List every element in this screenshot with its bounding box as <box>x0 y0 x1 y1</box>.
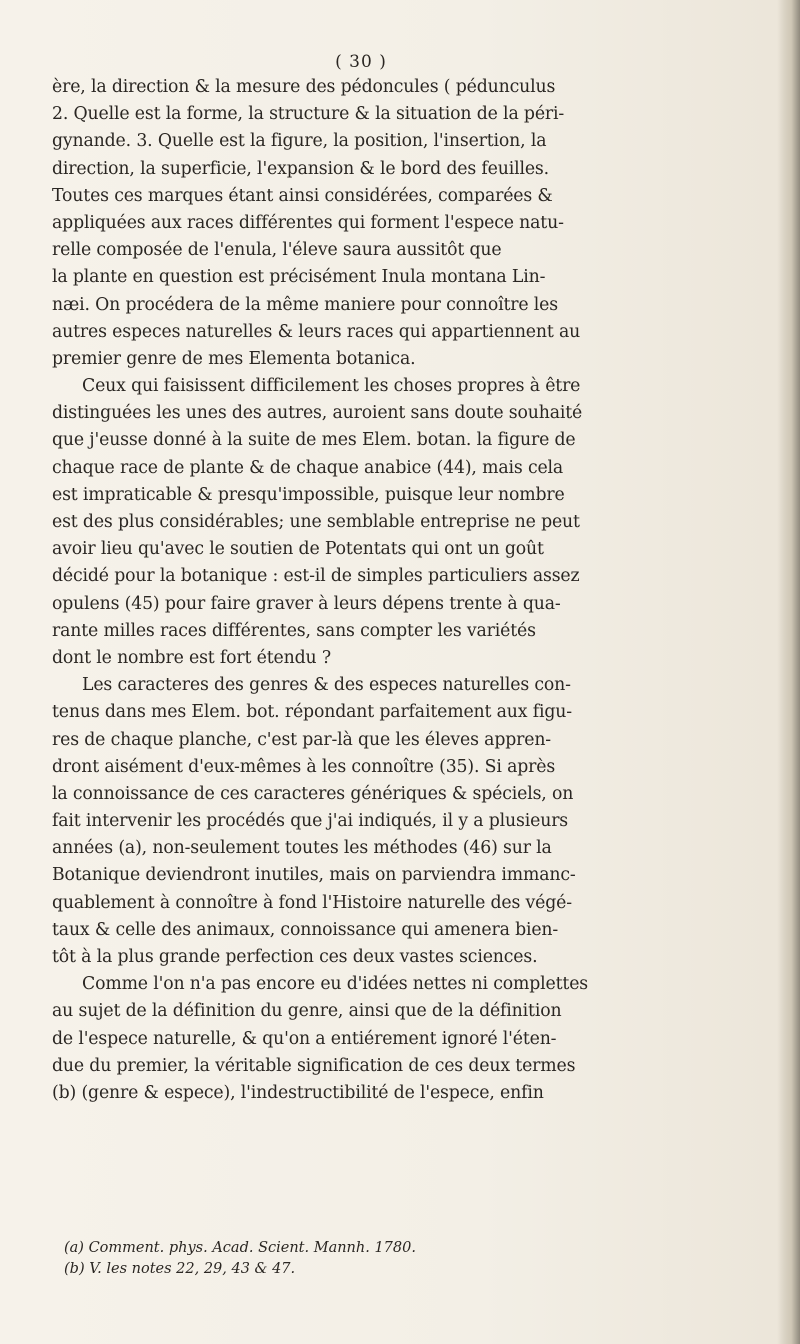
text-line: due du premier, la véritable signification de ces deux termes <box>52 1055 576 1076</box>
text-line: næi. On procédera de la même maniere pour connoître les <box>52 294 558 315</box>
text-line: Toutes ces marques étant ainsi considérées, comparées & <box>52 185 553 206</box>
text-line: la connoissance de ces caracteres génériques & spéciels, on <box>52 783 574 804</box>
text-line: décidé pour la botanique : est-il de simples particuliers assez <box>52 566 580 587</box>
text-line: distinguées les unes des autres, auroient sans doute souhaité <box>52 403 583 424</box>
text-line: premier genre de mes Elementa botanica. <box>52 348 416 369</box>
text-line: avoir lieu qu'avec le soutien de Potentats qui ont un goût <box>52 539 544 560</box>
text-line: 2. Quelle est la forme, la structure & la situation de la péri- <box>52 104 565 125</box>
text-column <box>52 50 780 1107</box>
text-line: (b) (genre & espece), l'indestructibilité de l'espece, enfin <box>52 1082 544 1103</box>
text-line: dont le nombre est fort étendu ? <box>52 647 331 668</box>
text-line: autres especes naturelles & leurs races qui appartiennent au <box>52 321 581 342</box>
text-line: gynande. 3. Quelle est la figure, la position, l'insertion, la <box>52 131 547 152</box>
text-line: de l'espece naturelle, & qu'on a entiérement ignoré l'éten- <box>52 1028 557 1049</box>
text-line: fait intervenir les procédés que j'ai indiqués, il y a plusieurs <box>52 811 569 832</box>
text-line: opulens (45) pour faire graver à leurs dépens trente à qua- <box>52 593 561 614</box>
text-line: taux & celle des animaux, connoissance qui amenera bien- <box>52 919 559 940</box>
text-line: tenus dans mes Elem. bot. répondant parfaitement aux figu- <box>52 702 572 723</box>
text-line: appliquées aux races différentes qui forment l'espece natu- <box>52 212 564 233</box>
text-line: rante milles races différentes, sans compter les variétés <box>52 620 536 641</box>
text-line: dront aisément d'eux-mêmes à les connoître (35). Si après <box>52 756 556 777</box>
body-text <box>52 74 780 1107</box>
footnotes <box>64 1238 764 1280</box>
text-line: tôt à la plus grande perfection ces deux vastes sciences. <box>52 947 538 967</box>
footnote-b: (b) V. les notes 22, 29, 43 & 47. <box>64 1261 296 1277</box>
text-line: Botanique deviendront inutiles, mais on parviendra immanc- <box>52 865 576 886</box>
text-line: que j'eusse donné à la suite de mes Elem. botan. la figure de <box>52 430 576 451</box>
text-line: res de chaque planche, c'est par-là que les éleves appren- <box>52 729 551 750</box>
text-line: au sujet de la définition du genre, ainsi que de la définition <box>52 1001 562 1022</box>
footnote-a: (a) Comment. phys. Acad. Scient. Mannh. 1780. <box>64 1240 416 1256</box>
page-number: ( 30 ) <box>335 52 387 72</box>
text-line: relle composée de l'enula, l'éleve saura aussitôt que <box>52 240 502 261</box>
text-line: la plante en question est précisément Inula montana Lin- <box>52 267 546 288</box>
page-edge-shadow <box>778 0 800 1344</box>
text-line: années (a), non-seulement toutes les méthodes (46) sur la <box>52 838 552 859</box>
text-line: est impraticable & presqu'impossible, puisque leur nombre <box>52 484 565 505</box>
text-line: direction, la superficie, l'expansion & le bord des feuilles. <box>52 158 549 179</box>
text-line: Comme l'on n'a pas encore eu d'idées nettes ni complettes <box>82 974 589 995</box>
text-line: est des plus considérables; une semblable entreprise ne peut <box>52 512 580 532</box>
text-line: ère, la direction & la mesure des pédoncules ( pédunculus <box>52 77 556 97</box>
text-line: Ceux qui faisissent difficilement les choses propres à être <box>82 376 581 397</box>
text-line: chaque race de plante & de chaque anabice (44), mais cela <box>52 457 564 478</box>
text-line: Les caracteres des genres & des especes naturelles con- <box>82 675 571 696</box>
text-line: quablement à connoître à fond l'Histoire naturelle des végé- <box>52 892 572 913</box>
